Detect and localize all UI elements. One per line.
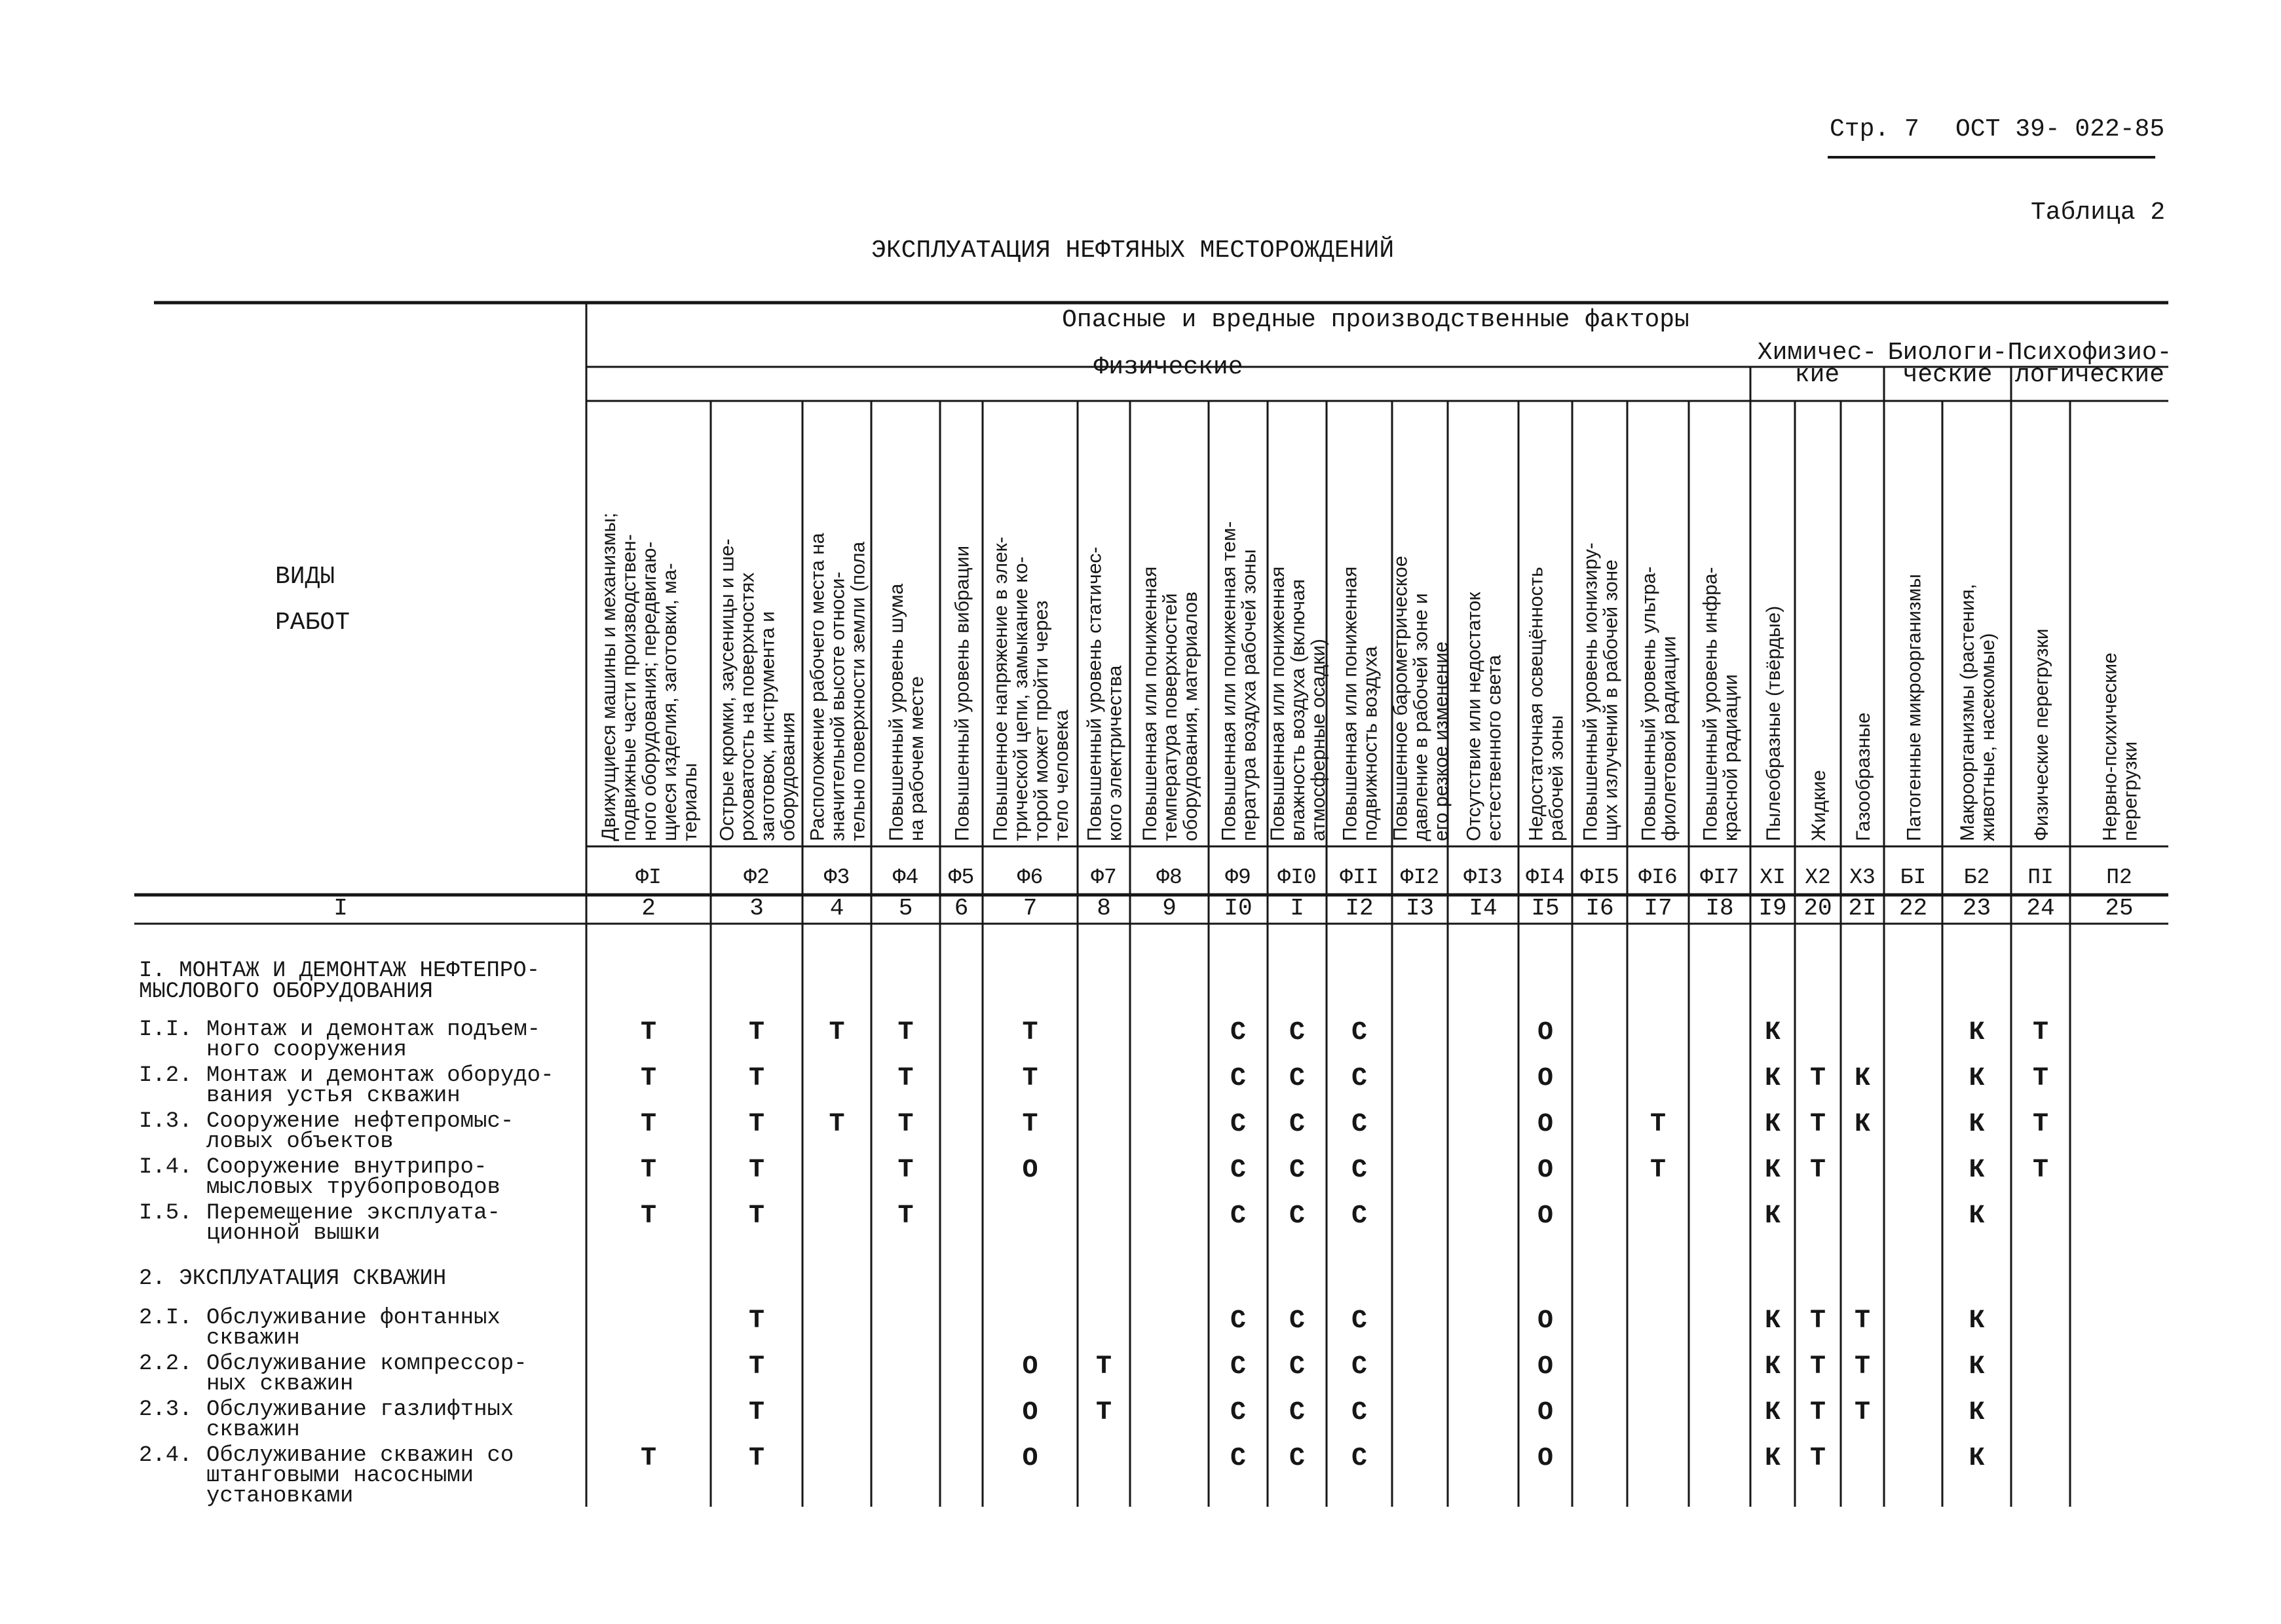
column-number: 5 bbox=[898, 895, 913, 922]
factor-mark: С bbox=[1230, 1398, 1247, 1427]
factor-code: Ф2 bbox=[744, 865, 770, 890]
column-number: 24 bbox=[2026, 895, 2055, 922]
work-name: Обслуживание фонтанных bbox=[206, 1306, 500, 1331]
factor-mark: К bbox=[1969, 1110, 1985, 1139]
table-row bbox=[139, 1443, 1985, 1509]
factor-mark: Т bbox=[748, 1444, 765, 1473]
factor-mark: Т bbox=[1854, 1398, 1871, 1427]
column-number: I0 bbox=[1224, 895, 1253, 922]
factor-mark: Т bbox=[748, 1064, 765, 1093]
standard-code: ОСТ 39- 022-85 bbox=[1955, 115, 2165, 143]
factor-name: Повышенная или пониженная тем- bbox=[1218, 521, 1240, 841]
column-number: I3 bbox=[1405, 895, 1435, 922]
factor-name: Патогенные микроорганизмы bbox=[1903, 574, 1925, 841]
factor-mark: Т bbox=[829, 1018, 845, 1048]
factor-mark: К bbox=[1764, 1352, 1781, 1382]
factor-mark: Т bbox=[2032, 1156, 2049, 1185]
factor-name: трической цепи, замыкание ко- bbox=[1010, 556, 1032, 841]
factor-mark: О bbox=[1537, 1064, 1554, 1093]
work-name: ловых объектов bbox=[206, 1129, 394, 1154]
factor-mark: Т bbox=[748, 1398, 765, 1427]
factor-name: Повышенный уровень статичес- bbox=[1084, 546, 1106, 841]
factor-mark: К bbox=[1854, 1110, 1871, 1139]
factor-mark: К bbox=[1969, 1398, 1985, 1427]
factor-mark: С bbox=[1289, 1110, 1306, 1139]
factor-mark: К bbox=[1764, 1398, 1781, 1427]
factor-mark: С bbox=[1230, 1444, 1247, 1473]
factor-code: ФII bbox=[1340, 865, 1379, 890]
factor-mark: Т bbox=[748, 1018, 765, 1048]
factor-mark: О bbox=[1022, 1352, 1038, 1382]
table-row bbox=[139, 1063, 2048, 1108]
factor-name: красной радиации bbox=[1720, 674, 1742, 841]
factor-mark: С bbox=[1289, 1306, 1306, 1336]
work-name: вания устья скважин bbox=[206, 1084, 461, 1108]
factor-name: териалы bbox=[679, 763, 701, 841]
factor-code: Ф5 bbox=[948, 865, 975, 890]
factor-code: П2 bbox=[2106, 865, 2132, 890]
factor-name: подвижные части производствен- bbox=[618, 534, 640, 841]
factor-code: ФI0 bbox=[1277, 865, 1317, 890]
factor-mark: О bbox=[1537, 1398, 1554, 1427]
factor-code: Ф4 bbox=[892, 865, 919, 890]
row-header-label: ВИДЫ bbox=[275, 563, 335, 591]
factor-name: кого электричества bbox=[1104, 665, 1126, 841]
factor-name: Отсутствие или недостаток bbox=[1463, 592, 1485, 841]
table-header bbox=[275, 306, 2172, 922]
factor-name: Повышенный уровень шума bbox=[886, 583, 907, 841]
factor-mark: Т bbox=[1649, 1156, 1667, 1185]
factor-name: влажность воздуха (включая bbox=[1287, 579, 1309, 841]
factor-name: Острые кромки, заусеницы и ше- bbox=[716, 538, 738, 841]
factor-name: Повышенная или пониженная bbox=[1139, 566, 1161, 841]
factor-code: ФI3 bbox=[1463, 865, 1503, 890]
factor-mark: Т bbox=[1809, 1110, 1826, 1139]
factor-name: Повышенная или пониженная bbox=[1339, 566, 1361, 841]
column-number: 3 bbox=[749, 895, 764, 922]
factor-mark: К bbox=[1764, 1018, 1781, 1048]
factor-mark: Т bbox=[897, 1156, 914, 1185]
column-number: I6 bbox=[1585, 895, 1614, 922]
column-number: I7 bbox=[1644, 895, 1672, 922]
factor-mark: К bbox=[1969, 1156, 1985, 1185]
factor-code: X3 bbox=[1849, 865, 1876, 890]
factor-mark: Т bbox=[748, 1156, 765, 1185]
factor-name: Повышенное напряжение в элек- bbox=[990, 537, 1011, 841]
factor-mark: К bbox=[1969, 1352, 1985, 1382]
factor-mark: С bbox=[1230, 1201, 1247, 1231]
work-number: 2.4. bbox=[139, 1443, 193, 1468]
factor-mark: С bbox=[1230, 1352, 1247, 1382]
row-header-label: РАБОТ bbox=[275, 609, 350, 637]
factor-code: ФI5 bbox=[1580, 865, 1619, 890]
work-name: мысловых трубопроводов bbox=[206, 1175, 500, 1200]
factor-mark: Т bbox=[1809, 1352, 1826, 1382]
factors-title: Опасные и вредные производственные факторы bbox=[1062, 306, 1689, 334]
factor-name: Физические перегрузки bbox=[2031, 628, 2052, 841]
factor-code: ФI7 bbox=[1700, 865, 1739, 890]
factor-mark: Т bbox=[1809, 1156, 1826, 1185]
column-number: I2 bbox=[1345, 895, 1374, 922]
factor-group-heading: Химичес- bbox=[1757, 339, 1877, 367]
factor-mark: Т bbox=[1809, 1398, 1826, 1427]
work-name: скважин bbox=[206, 1326, 300, 1351]
factor-mark: О bbox=[1537, 1156, 1554, 1185]
factor-mark: С bbox=[1351, 1306, 1368, 1336]
factor-mark: Т bbox=[640, 1064, 657, 1093]
column-number: 4 bbox=[829, 895, 844, 922]
column-number: I5 bbox=[1531, 895, 1560, 922]
factor-mark: С bbox=[1289, 1444, 1306, 1473]
section-heading bbox=[139, 1266, 446, 1291]
factor-mark: Т bbox=[640, 1201, 657, 1231]
factor-mark: С bbox=[1289, 1398, 1306, 1427]
work-number: 2.2. bbox=[139, 1351, 193, 1376]
factor-name: тельно поверхности земли (пола bbox=[847, 541, 869, 841]
factor-name: Повышенное барометрическое bbox=[1389, 556, 1412, 841]
column-number: 9 bbox=[1162, 895, 1177, 922]
factor-name: пература воздуха рабочей зоны bbox=[1238, 549, 1260, 841]
factor-name: Жидкие bbox=[1808, 770, 1830, 841]
factor-mark: Т bbox=[748, 1110, 765, 1139]
work-name: штанговыми насосными bbox=[206, 1463, 474, 1488]
factor-name: естественного света bbox=[1483, 654, 1505, 841]
factor-mark: Т bbox=[640, 1444, 657, 1473]
column-number: 22 bbox=[1898, 895, 1928, 922]
factor-mark: С bbox=[1289, 1201, 1306, 1231]
work-name: Монтаж и демонтаж оборудо- bbox=[206, 1063, 554, 1088]
factor-mark: С bbox=[1289, 1156, 1306, 1185]
table-row bbox=[139, 1397, 1985, 1443]
factor-mark: Т bbox=[748, 1201, 765, 1231]
factor-group-heading: ческие bbox=[1902, 361, 1993, 389]
factor-mark: К bbox=[1854, 1064, 1871, 1093]
factor-mark: Т bbox=[1854, 1352, 1871, 1382]
table-row bbox=[139, 1017, 2048, 1063]
table-row bbox=[139, 1351, 1985, 1397]
factor-mark: Т bbox=[640, 1156, 657, 1185]
factor-mark: К bbox=[1969, 1444, 1985, 1473]
factor-name: Повышенный уровень вибрации bbox=[951, 545, 973, 841]
work-name: Монтаж и демонтаж подъем- bbox=[206, 1017, 541, 1042]
table-row bbox=[139, 1306, 1985, 1351]
factor-mark: Т bbox=[2032, 1110, 2049, 1139]
factor-mark: К bbox=[1969, 1018, 1985, 1048]
work-name: ционной вышки bbox=[206, 1221, 381, 1246]
factor-mark: О bbox=[1022, 1398, 1038, 1427]
page-number: Стр. 7 bbox=[1830, 115, 1919, 143]
factor-code: Б2 bbox=[1963, 865, 1990, 890]
factor-mark: О bbox=[1022, 1444, 1038, 1473]
factor-name: на рабочем месте bbox=[906, 676, 928, 841]
factor-mark: Т bbox=[2032, 1064, 2049, 1093]
factor-mark: Т bbox=[1095, 1398, 1112, 1427]
work-name: Перемещение эксплуата- bbox=[206, 1201, 500, 1226]
table-row bbox=[139, 1155, 2048, 1200]
factor-mark: К bbox=[1764, 1444, 1781, 1473]
table-row bbox=[139, 1201, 1985, 1246]
factor-mark: С bbox=[1289, 1352, 1306, 1382]
work-name: Обслуживание скважин со bbox=[206, 1443, 514, 1468]
factor-mark: О bbox=[1537, 1444, 1554, 1473]
factor-name: животные, насекомые) bbox=[1977, 633, 1999, 841]
factor-name: Движущиеся машины и механизмы; bbox=[598, 512, 620, 841]
column-number: I8 bbox=[1705, 895, 1734, 922]
factor-name: оборудования, материалов bbox=[1180, 592, 1201, 841]
factor-mark: С bbox=[1230, 1306, 1247, 1336]
factor-mark: О bbox=[1537, 1306, 1554, 1336]
column-number: 23 bbox=[1962, 895, 1991, 922]
factor-mark: С bbox=[1351, 1398, 1368, 1427]
work-name: ных скважин bbox=[206, 1372, 354, 1397]
factor-mark: Т bbox=[829, 1110, 845, 1139]
factor-name: его резкое изменение bbox=[1430, 641, 1452, 841]
section-title: МЫСЛОВОГО ОБОРУДОВАНИЯ bbox=[139, 979, 433, 1004]
factor-mark: Т bbox=[1809, 1444, 1826, 1473]
factor-code: ПI bbox=[2027, 865, 2054, 890]
section-title: I. МОНТАЖ И ДЕМОНТАЖ НЕФТЕПРО- bbox=[139, 958, 540, 983]
factor-name: Недостаточная освещённость bbox=[1525, 567, 1547, 841]
column-number: I bbox=[333, 895, 348, 922]
factor-name: Повышенный уровень инфра- bbox=[1699, 567, 1722, 841]
factor-mark: С bbox=[1230, 1156, 1247, 1185]
column-number: I bbox=[1290, 895, 1304, 922]
factor-name: атмосферные осадки) bbox=[1308, 638, 1329, 841]
factor-name: рабочей зоны bbox=[1545, 715, 1568, 841]
factor-group-heading: Физические bbox=[1093, 353, 1243, 381]
factor-mark: С bbox=[1351, 1110, 1368, 1139]
factor-name: Повышенный уровень ионизиру- bbox=[1579, 542, 1602, 841]
work-number: I.3. bbox=[139, 1109, 193, 1134]
factor-mark: Т bbox=[897, 1018, 914, 1048]
table-label: Таблица 2 bbox=[2031, 198, 2166, 227]
work-number: I.2. bbox=[139, 1063, 193, 1088]
work-name: Сооружение нефтепромыс- bbox=[206, 1109, 514, 1134]
work-name: Обслуживание газлифтных bbox=[206, 1397, 514, 1422]
factor-mark: С bbox=[1289, 1018, 1306, 1048]
factor-mark: Т bbox=[748, 1306, 765, 1336]
factor-mark: К bbox=[1969, 1306, 1985, 1336]
column-number: 6 bbox=[954, 895, 969, 922]
factor-name: Газообразные bbox=[1853, 712, 1874, 841]
factor-mark: С bbox=[1351, 1201, 1368, 1231]
factor-mark: Т bbox=[1022, 1064, 1038, 1093]
factor-group-heading: Биологи- bbox=[1887, 339, 2008, 367]
column-number: I9 bbox=[1758, 895, 1787, 922]
factor-mark: Т bbox=[1022, 1110, 1038, 1139]
factor-name: Макроорганизмы (растения, bbox=[1957, 584, 1978, 841]
column-number: I4 bbox=[1469, 895, 1498, 922]
column-number: 8 bbox=[1097, 895, 1111, 922]
factor-mark: Т bbox=[640, 1110, 657, 1139]
factor-mark: Т bbox=[1095, 1352, 1112, 1382]
factor-code: БI bbox=[1900, 865, 1927, 890]
column-number: 2I bbox=[1848, 895, 1877, 922]
factor-mark: Т bbox=[1854, 1306, 1871, 1336]
factor-mark: Т bbox=[640, 1018, 657, 1048]
factor-name: торой может пройти через bbox=[1030, 600, 1052, 841]
work-name: Обслуживание компрессор- bbox=[206, 1351, 527, 1376]
factor-name: давление в рабочей зоне и bbox=[1410, 593, 1432, 841]
factor-mark: С bbox=[1230, 1018, 1247, 1048]
factor-name: тело человека bbox=[1051, 709, 1072, 841]
factor-name: значительной высоте относи- bbox=[827, 571, 849, 841]
factor-mark: С bbox=[1351, 1018, 1368, 1048]
factor-code: Ф6 bbox=[1017, 865, 1044, 890]
factor-mark: С bbox=[1289, 1064, 1306, 1093]
factor-mark: Т bbox=[2032, 1018, 2049, 1048]
factor-name: температура поверхностей bbox=[1159, 593, 1181, 841]
table-body bbox=[139, 958, 2048, 1509]
factor-mark: К bbox=[1764, 1306, 1781, 1336]
factor-mark: Т bbox=[897, 1110, 914, 1139]
factor-mark: С bbox=[1230, 1110, 1247, 1139]
factor-mark: Т bbox=[897, 1201, 914, 1231]
factor-name: Пылеобразные (твёрдые) bbox=[1763, 605, 1784, 841]
factor-name: заготовок, инструмента и bbox=[757, 611, 779, 841]
factor-name: Нервно-психические bbox=[2099, 652, 2121, 841]
column-number: 7 bbox=[1023, 895, 1038, 922]
factor-code: ФI bbox=[635, 865, 662, 890]
work-name: Сооружение внутрипро- bbox=[206, 1155, 487, 1180]
factor-mark: К bbox=[1764, 1110, 1781, 1139]
work-number: I.5. bbox=[139, 1201, 193, 1226]
factor-mark: К bbox=[1764, 1156, 1781, 1185]
factor-mark: О bbox=[1537, 1201, 1554, 1231]
factor-code: ФI6 bbox=[1638, 865, 1678, 890]
factor-name: Повышенный уровень ультра- bbox=[1638, 566, 1660, 841]
factor-code: ФI2 bbox=[1400, 865, 1440, 890]
work-name: ного сооружения bbox=[206, 1038, 407, 1063]
factor-code: X2 bbox=[1805, 865, 1831, 890]
factor-mark: С bbox=[1351, 1352, 1368, 1382]
factor-name: оборудования bbox=[777, 712, 799, 841]
factor-mark: О bbox=[1537, 1352, 1554, 1382]
factor-mark: Т bbox=[1809, 1306, 1826, 1336]
work-name: установками bbox=[206, 1484, 354, 1509]
factor-code: ФI4 bbox=[1526, 865, 1565, 890]
work-number: 2.I. bbox=[139, 1306, 193, 1331]
factor-group-heading: логические bbox=[2014, 361, 2165, 389]
factor-mark: Т bbox=[748, 1352, 765, 1382]
factor-name: фиолетовой радиации bbox=[1658, 635, 1680, 841]
factor-code: Ф7 bbox=[1091, 865, 1117, 890]
factor-name: Расположение рабочего места на bbox=[806, 533, 829, 841]
factor-mark: О bbox=[1537, 1110, 1554, 1139]
factor-name: роховатость на поверхностях bbox=[736, 572, 759, 841]
factor-name: щих излучений в рабочей зоне bbox=[1600, 559, 1622, 841]
factor-mark: С bbox=[1351, 1064, 1368, 1093]
factor-code: Ф3 bbox=[823, 865, 850, 890]
factor-name: Повышенная или пониженная bbox=[1267, 566, 1289, 841]
table-row bbox=[139, 1109, 2048, 1154]
factor-mark: К bbox=[1969, 1064, 1985, 1093]
factor-mark: К bbox=[1764, 1201, 1781, 1231]
factor-code: Ф8 bbox=[1156, 865, 1182, 890]
factor-code: Ф9 bbox=[1225, 865, 1251, 890]
factor-mark: С bbox=[1351, 1444, 1368, 1473]
section-heading bbox=[139, 958, 540, 1004]
factor-mark: Т bbox=[1809, 1064, 1826, 1093]
factor-mark: О bbox=[1537, 1018, 1554, 1048]
factor-name: щиеся изделия, заготовки, ма- bbox=[659, 563, 681, 841]
factor-name: подвижность воздуха bbox=[1359, 646, 1382, 841]
factor-name: перегрузки bbox=[2119, 741, 2141, 841]
factor-mark: К bbox=[1764, 1064, 1781, 1093]
work-name: скважин bbox=[206, 1418, 300, 1443]
column-number: 2 bbox=[641, 895, 656, 922]
factor-mark: С bbox=[1230, 1064, 1247, 1093]
factor-name: ного оборудования; передвигаю- bbox=[639, 541, 660, 841]
factor-mark: Т bbox=[897, 1064, 914, 1093]
work-number: 2.3. bbox=[139, 1397, 193, 1422]
work-number: I.4. bbox=[139, 1155, 193, 1180]
factor-group-heading: Психофизио- bbox=[2007, 339, 2172, 367]
factor-mark: Т bbox=[1022, 1018, 1038, 1048]
column-number: 25 bbox=[2105, 895, 2134, 922]
factor-group-heading: кие bbox=[1794, 361, 1840, 389]
factor-mark: С bbox=[1351, 1156, 1368, 1185]
factor-mark: Т bbox=[1649, 1110, 1667, 1139]
table-title: ЭКСПЛУАТАЦИЯ НЕФТЯНЫХ МЕСТОРОЖДЕНИЙ bbox=[871, 236, 1395, 265]
factor-mark: К bbox=[1969, 1201, 1985, 1231]
column-number: 20 bbox=[1803, 895, 1832, 922]
factor-mark: О bbox=[1022, 1156, 1038, 1185]
section-title: 2. ЭКСПЛУАТАЦИЯ СКВАЖИН bbox=[139, 1266, 447, 1291]
factor-code: XI bbox=[1760, 865, 1786, 890]
work-number: I.I. bbox=[139, 1017, 193, 1042]
